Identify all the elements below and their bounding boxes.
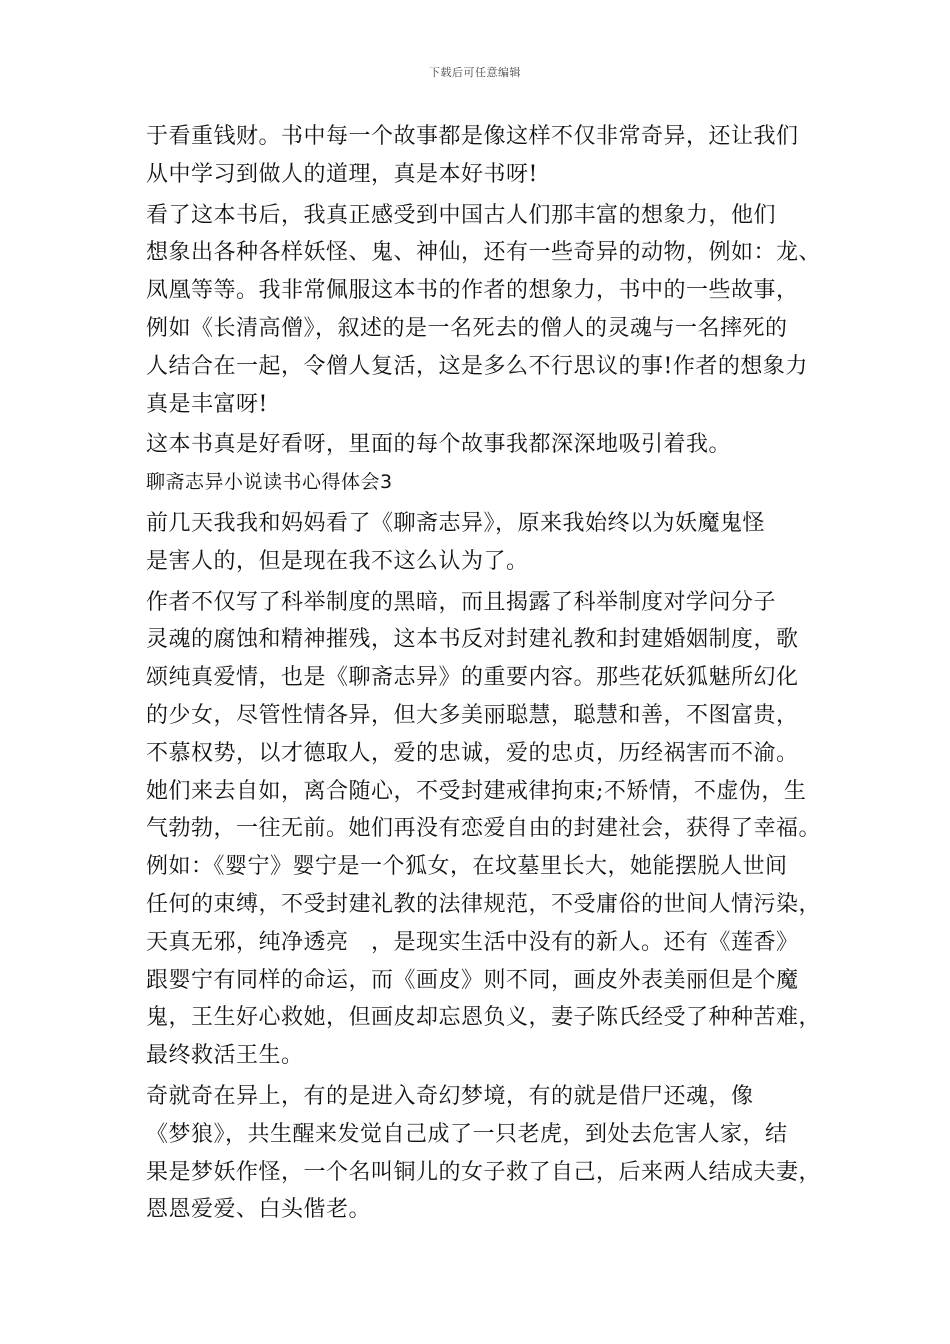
section-title: 聊斋志异小说读书心得体会3 xyxy=(146,471,393,494)
body-line: 天真无邪，纯净透亮 ，是现实生活中没有的新人。还有《莲香》 xyxy=(146,929,799,955)
body-line: 她们来去自如，离合随心，不受封建戒律拘束;不矫情，不虚伪，生 xyxy=(146,778,807,804)
body-line: 奇就奇在异上，有的是进入奇幻梦境，有的就是借尸还魂，像 xyxy=(146,1083,754,1109)
body-line: 颂纯真爱情，也是《聊斋志异》的重要内容。那些花妖狐魅所幻化 xyxy=(146,665,799,691)
body-line: 的少女，尽管性情各异，但大多美丽聪慧，聪慧和善，不图富贵， xyxy=(146,702,799,728)
body-line: 前几天我我和妈妈看了《聊斋志异》，原来我始终以为妖魔鬼怪 xyxy=(146,510,766,536)
body-line: 任何的束缚，不受封建礼教的法律规范，不受庸俗的世间人情污染， xyxy=(146,891,822,917)
body-line: 果是梦妖作怪，一个名叫铜儿的女子救了自己，后来两人结成夫妻， xyxy=(146,1159,822,1185)
body-line: 真是丰富呀! xyxy=(146,391,268,417)
body-line: 例如：《婴宁》婴宁是一个狐女，在坟墓里长大，她能摆脱人世间 xyxy=(146,854,788,880)
body-line: 鬼，王生好心救她，但画皮却忘恩负义，妻子陈氏经受了种种苦难， xyxy=(146,1005,822,1031)
body-line: 想象出各种各样妖怪、鬼、神仙，还有一些奇异的动物，例如：龙、 xyxy=(146,240,822,266)
body-line: 是害人的，但是现在我不这么认为了。 xyxy=(146,548,529,574)
body-line: 于看重钱财。书中每一个故事都是像这样不仅非常奇异，还让我们 xyxy=(146,124,799,149)
body-line: 这本书真是好看呀，里面的每个故事我都深深地吸引着我。 xyxy=(146,432,732,458)
document-body xyxy=(146,118,826,1229)
body-line: 作者不仅写了科举制度的黑暗，而且揭露了科举制度对学问分子 xyxy=(146,589,777,615)
body-line: 不慕权势，以才德取人，爱的忠诚，爱的忠贞，历经祸害而不渝。 xyxy=(146,740,799,766)
body-line: 凤凰等等。我非常佩服这本书的作者的想象力，书中的一些故事， xyxy=(146,278,799,304)
body-line: 人结合在一起，令僧人复活，这是多么不行思议的事!作者的想象力 xyxy=(146,353,808,379)
body-line: 跟婴宁有同样的命运，而《画皮》则不同，画皮外表美丽但是个魔 xyxy=(146,967,799,993)
body-line: 看了这本书后，我真正感受到中国古人们那丰富的想象力，他们 xyxy=(146,202,777,228)
body-line: 灵魂的腐蚀和精神摧残，这本书反对封建礼教和封建婚姻制度，歌 xyxy=(146,627,799,653)
body-line: 气勃勃，一往无前。她们再没有恋爱自由的封建社会，获得了幸福。 xyxy=(146,816,822,842)
body-line: 最终救活王生。 xyxy=(146,1043,304,1069)
body-line: 例如《长清高僧》，叙述的是一名死去的僧人的灵魂与一名摔死的 xyxy=(146,315,788,341)
body-line: 《梦狼》，共生醒来发觉自己成了一只老虎，到处去危害人家，结 xyxy=(146,1121,788,1147)
body-line: 从中学习到做人的道理，真是本好书呀! xyxy=(146,161,538,187)
page-header: 下载后可任意编辑 xyxy=(429,66,521,79)
body-line: 恩恩爱爱、白头偕老。 xyxy=(146,1197,372,1223)
